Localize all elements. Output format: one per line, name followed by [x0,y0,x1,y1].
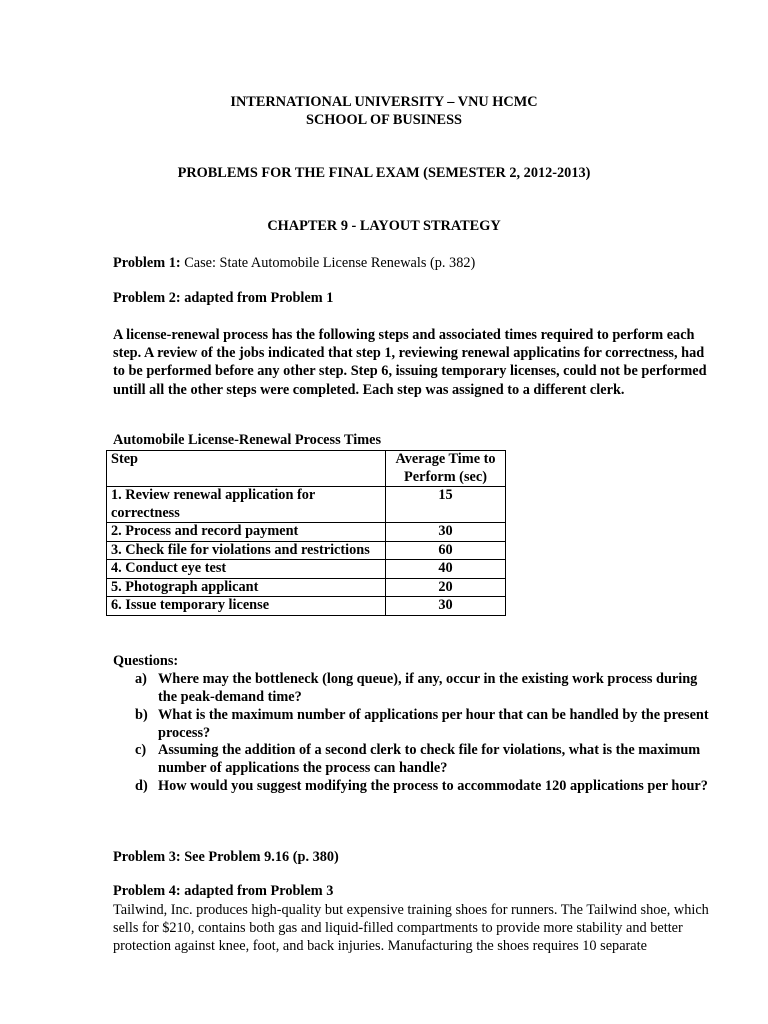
school-name: SCHOOL OF BUSINESS [306,112,462,128]
problem-1-label: Problem 1: [113,255,181,271]
step-cell: 2. Process and record payment [107,523,386,542]
question-text: Assuming the addition of a second clerk to check file for violations, what is the maximum number of applications the process can handle? [158,742,701,777]
question-label: d) [135,778,148,794]
time-cell: 15 [386,487,506,523]
table-row [107,560,506,579]
problem-1 [113,255,475,272]
header-time: Average Time to Perform (sec) [386,451,506,487]
step-cell: 5. Photograph applicant [107,578,386,597]
problem-1-text: Case: State Automobile License Renewals (p. 382) [184,255,476,271]
university-name: INTERNATIONAL UNIVERSITY – VNU HCMC [230,94,538,110]
table-row [107,597,506,616]
step-cell: 1. Review renewal application for correctness [107,487,386,523]
problem-2-description: A license-renewal process has the following steps and associated times required to perform each step. A review of the jobs indicated that step 1, reviewing renewal applicatins for correctness, had to be performed before any other step. Step 6, issuing temporary licenses, could not be performed untill all the other steps were completed. Each step was assigned to a different clerk. [113,327,707,398]
question-item [136,706,716,742]
question-label: a) [135,671,147,687]
problem-4-text: Tailwind, Inc. produces high-quality but expensive training shoes for runners. The Tailwind shoe, which sells for $210, contains both gas and liquid-filled compartments to provide more stability and better protection against knee, foot, and back injuries. Manufacturing the shoes requires 10 separate [113,902,709,955]
table-row [107,541,506,560]
problem-4-heading: Problem 4: adapted from Problem 3 [113,883,334,899]
time-cell: 60 [386,541,506,560]
table-header-row [107,451,506,487]
time-cell: 20 [386,578,506,597]
question-text: Where may the bottleneck (long queue), if any, occur in the existing work process during the peak-demand time? [158,671,698,706]
header-step: Step [107,451,386,487]
time-cell: 40 [386,560,506,579]
table-caption: Automobile License-Renewal Process Times [113,432,382,448]
process-times-table [106,450,506,616]
table-row [107,578,506,597]
question-item [136,741,716,777]
questions-heading: Questions: [113,653,179,669]
question-text: How would you suggest modifying the process to accommodate 120 applications per hour? [158,778,708,794]
step-cell: 4. Conduct eye test [107,560,386,579]
question-text: What is the maximum number of applications per hour that can be handled by the present process? [158,707,709,742]
step-cell: 3. Check file for violations and restrictions [107,541,386,560]
question-item [136,777,716,795]
problem-3-heading: Problem 3: See Problem 9.16 (p. 380) [113,849,339,865]
time-cell: 30 [386,523,506,542]
question-item [136,670,716,706]
question-label: c) [135,742,147,758]
problem-2-heading: Problem 2: adapted from Problem 1 [113,290,334,306]
exam-title: PROBLEMS FOR THE FINAL EXAM (SEMESTER 2, 2012-2013) [177,165,591,181]
chapter-title: CHAPTER 9 - LAYOUT STRATEGY [267,218,501,234]
step-cell: 6. Issue temporary license [107,597,386,616]
question-label: b) [135,707,148,723]
table-row [107,487,506,523]
time-cell: 30 [386,597,506,616]
table-row [107,523,506,542]
